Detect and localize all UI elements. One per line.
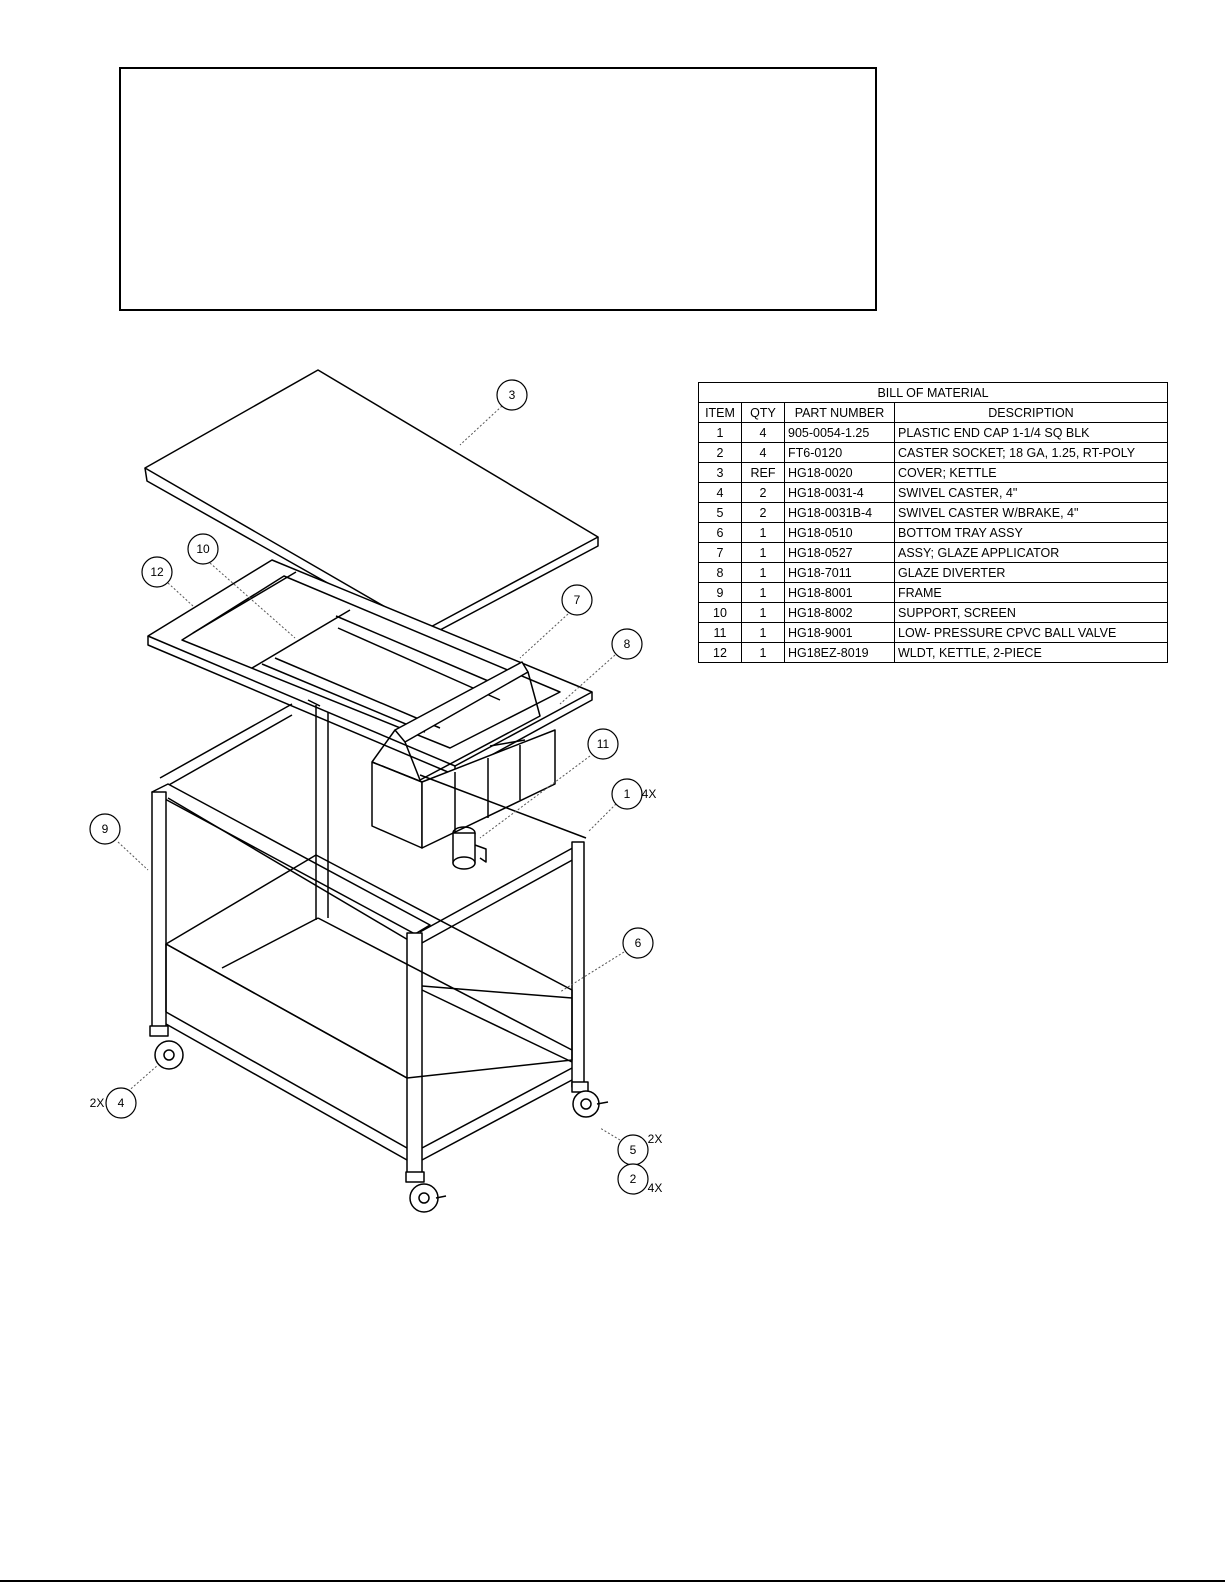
caster-back-right [572,1082,608,1117]
balloon-11 [588,729,618,759]
bom-cell-part-number: HG18-7011 [785,563,895,583]
balloon-3 [497,380,527,410]
svg-text:11: 11 [596,737,610,751]
balloon-7 [562,585,592,615]
balloon-2-qty: 4X [647,1181,663,1195]
table-row [699,583,1168,603]
bom-cell-part-number: FT6-0120 [785,443,895,463]
bom-cell-qty: 1 [742,543,785,563]
bom-cell-qty: 2 [742,483,785,503]
bom-cell-item: 6 [699,523,742,543]
bom-cell-description: BOTTOM TRAY ASSY [895,523,1168,543]
bom-cell-qty: REF [742,463,785,483]
svg-text:3: 3 [508,388,516,402]
bom-cell-part-number: HG18-9001 [785,623,895,643]
bom-cell-part-number: 905-0054-1.25 [785,423,895,443]
bottom-tray [166,855,572,1078]
bom-cell-item: 7 [699,543,742,563]
bom-header-qty: QTY [742,403,785,423]
table-row [699,643,1168,663]
svg-text:6: 6 [634,936,642,950]
bom-cell-qty: 1 [742,583,785,603]
balloon-5-qty: 2X [647,1132,663,1146]
bom-cell-description: FRAME [895,583,1168,603]
bom-cell-description: WLDT, KETTLE, 2-PIECE [895,643,1168,663]
bom-cell-item: 9 [699,583,742,603]
bom-rows [699,423,1168,663]
balloon-5 [618,1132,662,1165]
table-row [699,523,1168,543]
svg-text:8: 8 [623,637,631,651]
bom-cell-item: 10 [699,603,742,623]
bom-cell-description: SUPPORT, SCREEN [895,603,1168,623]
bom-cell-item: 1 [699,423,742,443]
bill-of-material-table [698,382,1168,663]
bom-title: BILL OF MATERIAL [699,383,1168,403]
balloon-4-qty: 2X [89,1096,105,1110]
bom-cell-part-number: HG18-0527 [785,543,895,563]
table-row [699,483,1168,503]
bom-cell-part-number: HG18EZ-8019 [785,643,895,663]
table-row [699,563,1168,583]
bom-header-part-number: PART NUMBER [785,403,895,423]
bom-cell-item: 5 [699,503,742,523]
bom-cell-part-number: HG18-0031B-4 [785,503,895,523]
bom-cell-qty: 2 [742,503,785,523]
balloon-1-qty: 4X [641,787,657,801]
table-row [699,443,1168,463]
bom-cell-qty: 1 [742,603,785,623]
balloon-6 [623,928,653,958]
bom-cell-qty: 1 [742,523,785,543]
bom-cell-description: SWIVEL CASTER W/BRAKE, 4" [895,503,1168,523]
table-row [699,603,1168,623]
bom-cell-item: 8 [699,563,742,583]
table-row [699,463,1168,483]
svg-text:10: 10 [196,542,210,556]
table-row [699,623,1168,643]
bom-cell-description: CASTER SOCKET; 18 GA, 1.25, RT-POLY [895,443,1168,463]
bom-cell-description: GLAZE DIVERTER [895,563,1168,583]
bom-cell-item: 3 [699,463,742,483]
bom-cell-part-number: HG18-0020 [785,463,895,483]
bom-cell-qty: 4 [742,443,785,463]
balloon-2 [618,1164,662,1195]
svg-text:12: 12 [150,565,164,579]
ball-valve [453,827,486,869]
bom-cell-qty: 1 [742,563,785,583]
table-row [699,503,1168,523]
caster-front-left [150,1026,183,1069]
bom-cell-item: 12 [699,643,742,663]
bom-cell-description: ASSY; GLAZE APPLICATOR [895,543,1168,563]
bom-cell-description: SWIVEL CASTER, 4" [895,483,1168,503]
caster-front-right [406,1172,446,1212]
bom-header-description: DESCRIPTION [895,403,1168,423]
bom-cell-item: 4 [699,483,742,503]
bom-cell-part-number: HG18-8002 [785,603,895,623]
bom-cell-part-number: HG18-8001 [785,583,895,603]
table-row [699,423,1168,443]
bom-cell-part-number: HG18-0510 [785,523,895,543]
balloon-8 [612,629,642,659]
bom-cell-qty: 1 [742,643,785,663]
svg-text:4: 4 [117,1096,125,1110]
svg-text:1: 1 [623,787,631,801]
svg-text:7: 7 [573,593,581,607]
balloon-12 [142,557,172,587]
table-row [699,543,1168,563]
bom-cell-part-number: HG18-0031-4 [785,483,895,503]
balloon-4 [90,1088,136,1118]
bom-cell-description: LOW- PRESSURE CPVC BALL VALVE [895,623,1168,643]
bom-cell-item: 2 [699,443,742,463]
svg-text:5: 5 [629,1143,637,1157]
svg-text:2: 2 [629,1172,637,1186]
balloon-9 [90,814,120,844]
page-bottom-rule [0,1580,1225,1582]
bom-cell-qty: 1 [742,623,785,643]
bom-cell-qty: 4 [742,423,785,443]
bom-cell-item: 11 [699,623,742,643]
bom-header-item: ITEM [699,403,742,423]
bom-cell-description: COVER; KETTLE [895,463,1168,483]
balloon-1 [612,779,656,809]
bom-cell-description: PLASTIC END CAP 1-1/4 SQ BLK [895,423,1168,443]
svg-text:9: 9 [101,822,109,836]
balloon-10 [188,534,218,564]
